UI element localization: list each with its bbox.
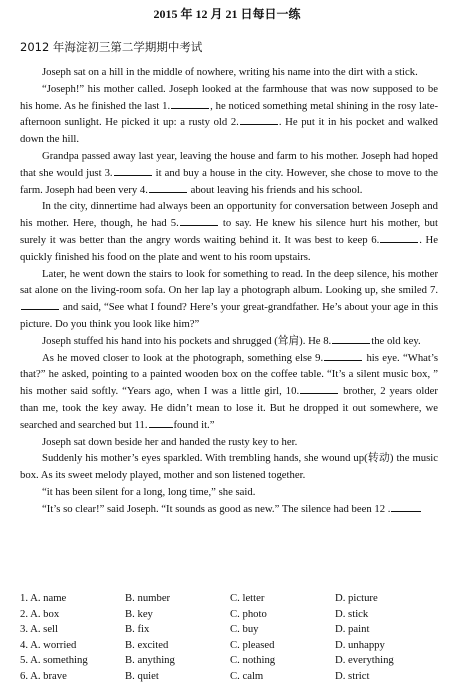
passage-text: In the city, dinnertime had always been an opportunity for conversation between Joseph and his mother. Here, though, he had 5. bbox=[20, 200, 438, 230]
option-choice: B. key bbox=[125, 607, 153, 620]
passage-text: Joseph sat on a hill in the middle of nowhere, writing his name into the dirt with a stick. bbox=[42, 66, 418, 78]
option-choice: B. number bbox=[125, 592, 171, 604]
option-row bbox=[20, 591, 440, 607]
option-choice: D. stick bbox=[335, 607, 369, 620]
passage-text: found it.” bbox=[173, 418, 215, 431]
option-choice: 2. A. box bbox=[20, 607, 60, 620]
passage-text: it and buy a house in the city. However, she chose to move to the farm. Joseph had been very 4. bbox=[20, 166, 438, 196]
passage-text: , he noticed something metal shining in the rosy late-afternoon sunlight. He picked it up: a rusty old 2. bbox=[20, 99, 439, 129]
option-choice: 6. A. brave bbox=[20, 669, 67, 682]
option-row bbox=[20, 653, 440, 669]
option-choice: D. paint bbox=[335, 623, 370, 636]
passage-text: “it has been silent for a long, long time,” she said. bbox=[42, 485, 256, 498]
option-choice: B. anything bbox=[125, 654, 175, 667]
answer-blank bbox=[149, 182, 187, 193]
answer-blank bbox=[391, 501, 421, 512]
passage-text: his eye. “What’s that?” he asked, pointing to a painted wooden box on the coffee table. “It’s a silent music box, ” his mother said softly. “Years ago, when I was a little girl, 10. bbox=[20, 351, 438, 398]
passage-paragraph bbox=[20, 64, 438, 81]
answer-blank bbox=[240, 114, 278, 125]
option-choice: C. photo bbox=[230, 607, 267, 620]
option-choice: 1. A. name bbox=[20, 592, 67, 604]
passage-text: As he moved closer to look at the photograph, something else 9. bbox=[42, 351, 324, 364]
option-choice: 3. A. sell bbox=[20, 623, 59, 636]
passage-text: the old key. bbox=[371, 334, 421, 347]
option-choice: 4. A. worried bbox=[20, 638, 77, 651]
option-choice: C. nothing bbox=[230, 654, 276, 667]
option-choice: D. unhappy bbox=[335, 638, 385, 651]
option-choice: D. strict bbox=[335, 669, 370, 682]
answer-blank bbox=[380, 232, 418, 243]
passage-text: Joseph sat down beside her and handed the rusty key to her. bbox=[42, 435, 298, 448]
passage-paragraph bbox=[20, 333, 438, 350]
passage-paragraph bbox=[20, 501, 438, 518]
passage-text: Joseph stuffed his hand into his pockets and shrugged (耸肩). He 8. bbox=[42, 334, 332, 347]
option-choice: D. picture bbox=[335, 592, 378, 604]
answer-blank bbox=[149, 417, 173, 428]
option-row bbox=[20, 669, 440, 685]
page-title: 2015 年 12 月 21 日每日一练 bbox=[153, 7, 301, 21]
passage-paragraph bbox=[20, 350, 438, 434]
option-choice: B. fix bbox=[125, 623, 150, 636]
passage-text: “It’s so clear!” said Joseph. “It sounds as good as new.” The silence had been 12 . bbox=[42, 502, 391, 515]
answer-blank bbox=[180, 215, 218, 226]
option-row bbox=[20, 607, 440, 623]
option-choice: B. excited bbox=[125, 638, 169, 651]
passage-text: “Joseph!” his mother called. Joseph looked at the farmhouse that was now supposed to be his home. As he finished the last 1. bbox=[20, 82, 438, 112]
passage-text: Grandpa passed away last year, leaving the house and farm to his mother. Joseph had hoped that she would just 3. bbox=[20, 149, 438, 179]
passage-text: . He put it in his pocket and walked down the hill. bbox=[20, 116, 439, 146]
option-choice: 5. A. something bbox=[20, 654, 88, 667]
option-row bbox=[20, 622, 440, 638]
cloze-passage bbox=[20, 64, 438, 518]
answer-blank bbox=[300, 383, 338, 394]
passage-paragraph bbox=[20, 198, 438, 265]
option-row bbox=[20, 638, 440, 654]
answer-blank bbox=[332, 333, 370, 344]
passage-paragraph bbox=[20, 450, 438, 484]
passage-paragraph bbox=[20, 148, 438, 198]
passage-text: . He quickly finished his food on the plate and went to his room upstairs. bbox=[20, 233, 439, 263]
answer-options bbox=[20, 591, 440, 685]
passage-text: brother, 2 years older than me, took the key away. He didn’t mean to lose it. But he dropped it out somewhere, we searched and searched but 11. bbox=[20, 385, 438, 431]
passage-text: Suddenly his mother’s eyes sparkled. With trembling hands, she wound up(转动) the music box. As its sweet melody played, mother and son listened together. bbox=[20, 452, 438, 482]
passage-text: Later, he went down the stairs to look for something to read. In the deep silence, his mother sat alone on the living-room sofa. On her lap lay a photograph album. Looking up, she smiled 7. bbox=[20, 267, 438, 297]
passage-paragraph bbox=[20, 434, 438, 451]
option-choice: D. everything bbox=[335, 654, 394, 667]
option-choice: C. pleased bbox=[230, 638, 275, 651]
passage-text: and said, “See what I found? Here’s your great-grandfather. He’s about your age in this picture. Do you think you look like him?” bbox=[20, 301, 438, 330]
option-choice: C. calm bbox=[230, 669, 264, 682]
passage-paragraph bbox=[20, 81, 438, 148]
option-choice: C. buy bbox=[230, 623, 259, 636]
option-choice: C. letter bbox=[230, 592, 265, 604]
exam-subtitle: 2012 年海淀初三第二学期期中考试 bbox=[20, 40, 203, 54]
answer-blank bbox=[324, 350, 362, 361]
passage-paragraph bbox=[20, 484, 438, 501]
passage-text: about leaving his friends and his school. bbox=[187, 183, 363, 196]
answer-blank bbox=[171, 98, 209, 109]
answer-blank bbox=[21, 299, 59, 310]
option-choice: B. quiet bbox=[125, 669, 159, 682]
passage-paragraph bbox=[20, 266, 438, 333]
answer-blank bbox=[114, 165, 152, 176]
passage-text: to say. He knew his silence hurt his mother, but surely it was better than the angry words waiting behind it. It was best to keep 6. bbox=[20, 217, 438, 246]
